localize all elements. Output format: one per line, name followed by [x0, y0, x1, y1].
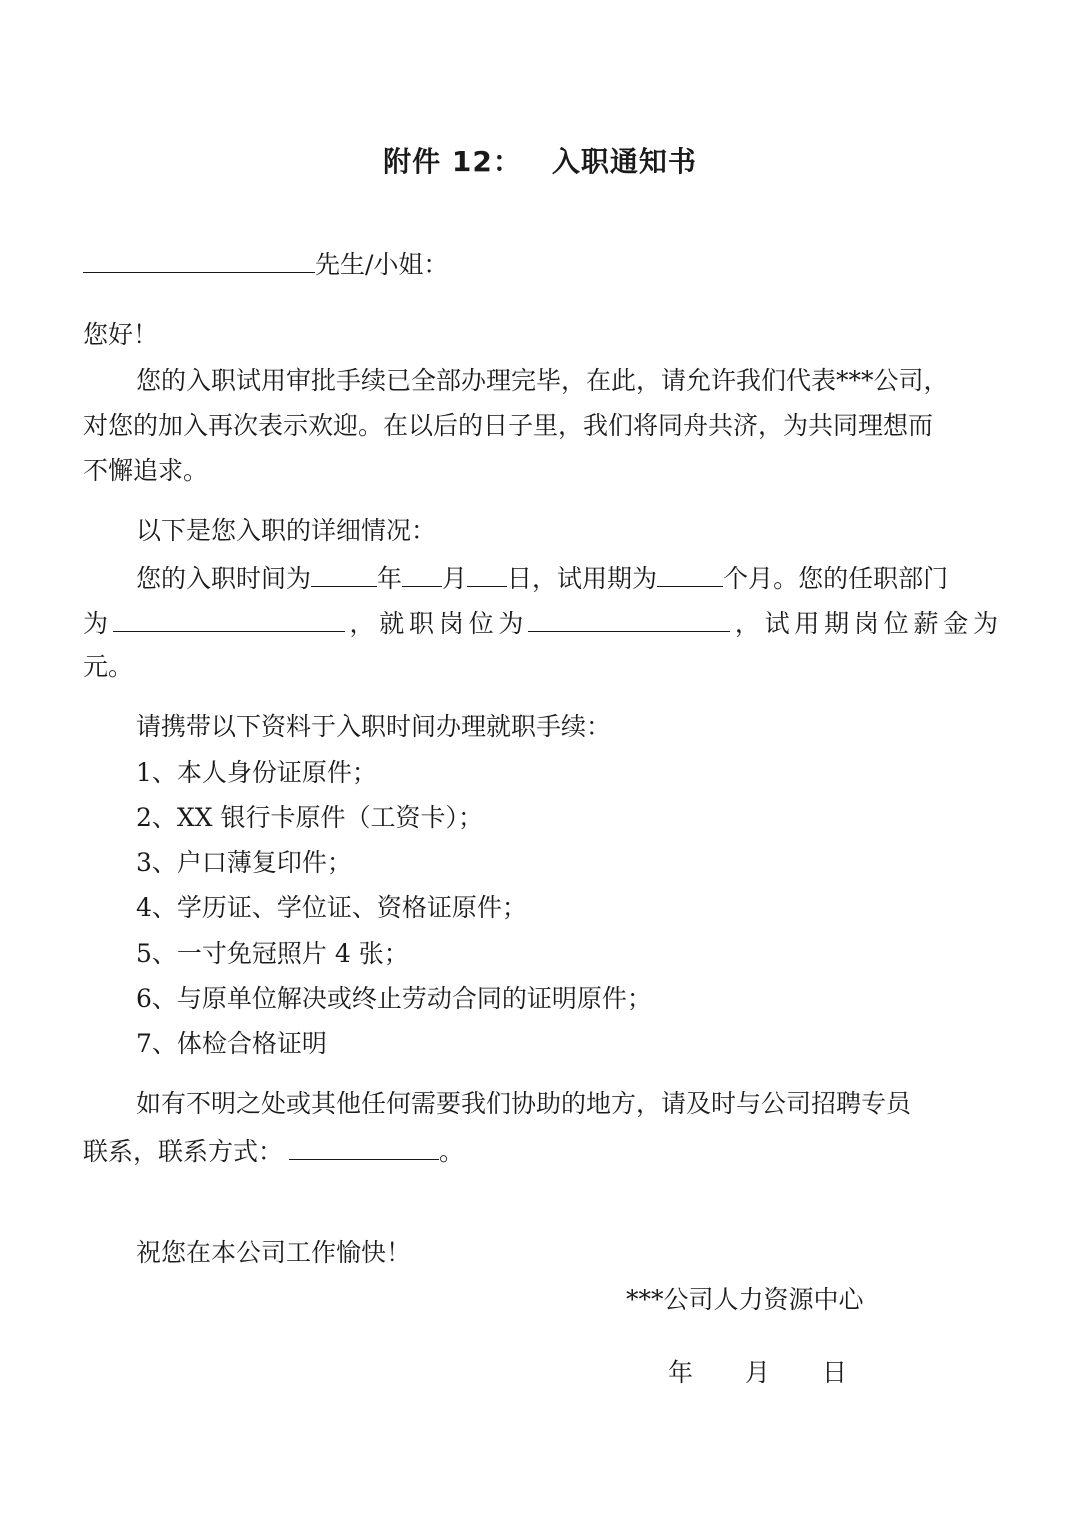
months-department-label: 个月。您的任职部门: [723, 564, 949, 593]
contact-line1: 如有不明之处或其他任何需要我们协助的地方，请及时与公司招聘专员: [136, 1089, 912, 1118]
details-line1: [136, 560, 948, 596]
salutation-line: [83, 246, 448, 282]
para1-line1: 您的入职试用审批手续已全部办理完毕，在此，请允许我们代表***公司，: [136, 366, 949, 395]
contact-line2: [83, 1133, 464, 1169]
details-start-label: 您的入职时间为: [136, 564, 312, 593]
date-month-label: 月: [745, 1358, 771, 1387]
material-item: 5、一寸免冠照片 4 张；: [136, 939, 409, 968]
title-prefix: 附件 12：: [383, 145, 522, 178]
position-label: ，就职岗位为: [344, 609, 529, 638]
date-year-label: 年: [668, 1358, 694, 1387]
name-blank: [83, 246, 315, 273]
salary-label: ，试用期岗位薪金为: [730, 609, 998, 638]
closing-wish: 祝您在本公司工作愉快！: [136, 1238, 412, 1267]
signature-date: [668, 1356, 847, 1390]
day-probation-label: 日，试用期为: [507, 564, 658, 593]
materials-intro: 请携带以下资料于入职时间办理就职手续：: [136, 712, 612, 741]
details-line2: [83, 605, 998, 641]
contact-label: 联系，联系方式：: [83, 1137, 284, 1166]
start-day-blank: [467, 560, 507, 587]
para1-line2: 对您的加入再次表示欢迎。在以后的日子里，我们将同舟共济，为共同理想而: [83, 411, 934, 440]
contact-blank: [289, 1133, 439, 1160]
start-year-blank: [311, 560, 377, 587]
greeting: 您好！: [83, 320, 159, 349]
contact-end: 。: [439, 1137, 465, 1166]
material-item: 4、学历证、学位证、资格证原件；: [136, 893, 527, 922]
probation-months-blank: [657, 560, 723, 587]
year-label: 年: [377, 564, 403, 593]
salutation-suffix: 先生/小姐：: [315, 250, 449, 279]
material-item: 6、与原单位解决或终止劳动合同的证明原件；: [136, 984, 652, 1013]
details-intro: 以下是您入职的详细情况：: [136, 516, 437, 545]
position-blank: [528, 605, 730, 632]
month-label: 月: [442, 564, 468, 593]
material-item: 3、户口薄复印件；: [136, 848, 352, 877]
document-title: [0, 140, 1080, 180]
start-month-blank: [402, 560, 442, 587]
department-prefix: 为: [83, 609, 113, 638]
material-item: 2、XX 银行卡原件（工资卡）；: [136, 803, 483, 832]
details-line3: 元。: [83, 652, 134, 681]
para1-line3: 不懈追求。: [83, 456, 209, 485]
date-day-label: 日: [822, 1358, 848, 1387]
title-main: 入职通知书: [551, 145, 697, 178]
signature-department: ***公司人力资源中心: [626, 1285, 864, 1314]
material-item: 1、本人身份证原件；: [136, 758, 377, 787]
material-item: 7、体检合格证明: [136, 1029, 327, 1058]
department-blank: [113, 605, 345, 632]
